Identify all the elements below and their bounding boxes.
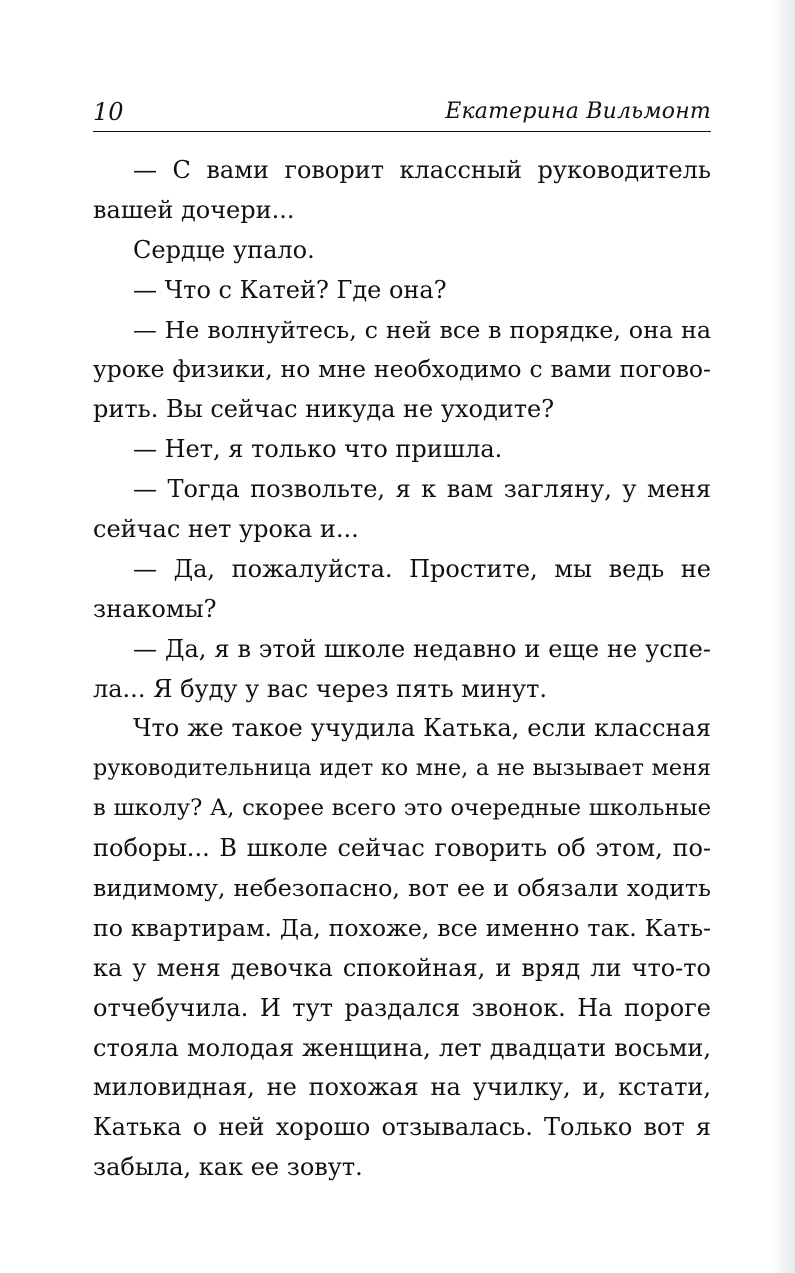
text-line: вашей дочери... [93, 195, 295, 224]
text-line: ка у меня девочка спокойная, и вряд ли что-то [93, 953, 711, 982]
text-line: Что же такое учудила Катька, если классная [133, 714, 711, 743]
text-line: отчебучила. И тут раздался звонок. На пороге [93, 993, 711, 1022]
text-line: рить. Вы сейчас никуда не уходите? [93, 395, 555, 424]
text-line: стояла молодая женщина, лет двадцати восьми, [93, 1033, 711, 1062]
header-rule [93, 131, 711, 132]
text-line: Сердце упало. [133, 235, 315, 264]
text-line: — Да, я в этой школе недавно и еще не успе- [133, 634, 711, 663]
text-line: — С вами говорит классный руководитель [133, 156, 711, 184]
text-line: по квартирам. Да, похоже, все именно так. Кать- [93, 913, 711, 942]
text-line: сейчас нет урока и... [93, 515, 359, 544]
text-line: ла... Я буду у вас через пять минут. [93, 674, 547, 703]
running-title: Екатерина Вильмонт [445, 99, 711, 124]
text-line: — Тогда позвольте, я к вам загляну, у меня [133, 475, 711, 504]
text-line: миловидная, не похожая на училку, и, кстати, [93, 1073, 711, 1102]
text-line: поборы... В школе сейчас говорить об этом, по- [93, 834, 711, 863]
page-number: 10 [93, 98, 124, 126]
body-text [93, 151, 711, 1188]
page-header [93, 95, 711, 129]
page-edge-shadow [773, 0, 795, 1273]
text-line: — Да, пожалуйста. Простите, мы ведь не [133, 554, 711, 583]
text-line: забыла, как ее зовут. [93, 1153, 363, 1182]
text-line: знакомы? [93, 594, 217, 623]
text-line: — Нет, я только что пришла. [133, 435, 503, 464]
text-line: Катька о ней хорошо отзывалась. Только вот я [93, 1113, 711, 1142]
text-line: — Что с Катей? Где она? [133, 275, 447, 304]
text-line: в школу? А, скорее всего это очередные школьные [93, 795, 711, 822]
text-line: руководительница идет ко мне, а не вызывает меня [93, 755, 711, 782]
text-line: уроке физики, но мне необходимо с вами погово- [93, 355, 711, 384]
text-line: — Не волнуйтесь, с ней все в порядке, она на [133, 315, 711, 344]
text-line: видимому, небезопасно, вот ее и обязали ходить [93, 874, 711, 903]
